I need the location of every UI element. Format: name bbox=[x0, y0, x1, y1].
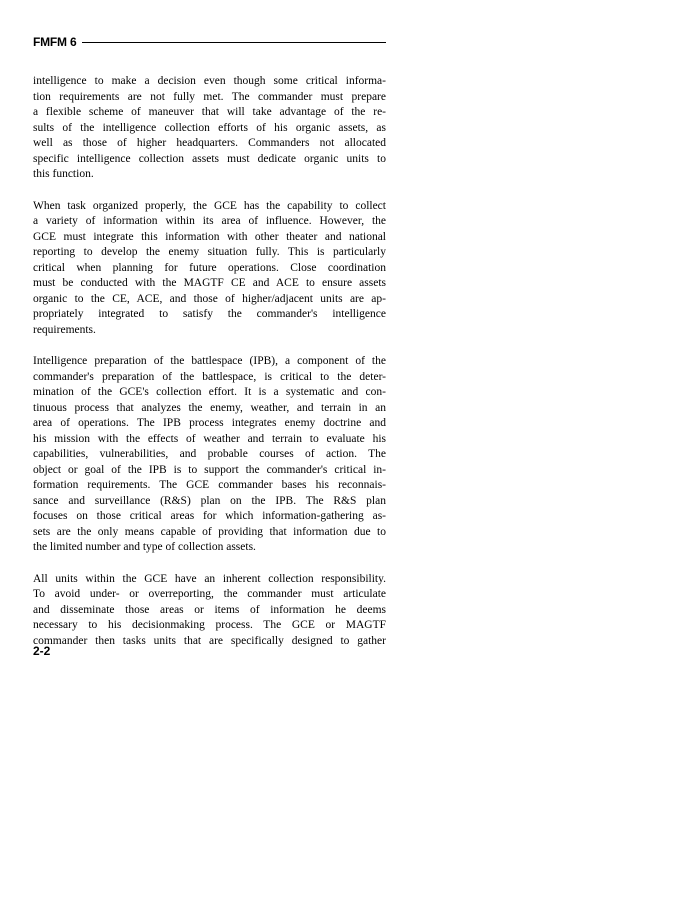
text-line: When task organized properly, the GCE has the capability to collect bbox=[33, 199, 386, 212]
text-line: commander then tasks units that are specifically designed to gather bbox=[33, 634, 386, 647]
paragraph-4 bbox=[33, 572, 386, 650]
text-line: intelligence to make a decision even though some critical informa- bbox=[33, 75, 386, 87]
text-line: a variety of information within its area of influence. However, the bbox=[33, 215, 386, 227]
text-line: commander's preparation of the battlespace, is critical to the deter- bbox=[33, 370, 386, 383]
text-line: tinuous process that analyzes the enemy, weather, and terrain in an bbox=[33, 401, 386, 414]
text-line: and disseminate those areas or items of information he deems bbox=[33, 603, 386, 616]
text-line: the limited number and type of collection assets. bbox=[33, 541, 256, 553]
text-line: reporting to develop the enemy situation fully. This is particularly bbox=[33, 246, 386, 258]
header-title: FMFM 6 bbox=[33, 35, 77, 49]
text-line: sance and surveillance (R&S) plan on the IPB. The R&S plan bbox=[33, 494, 386, 507]
text-line: capabilities, vulnerabilities, and probable courses of action. The bbox=[33, 448, 386, 460]
running-header bbox=[33, 34, 386, 50]
text-line: well as those of higher headquarters. Commanders not allocated bbox=[33, 137, 386, 149]
body-text bbox=[33, 74, 386, 665]
paragraph-2 bbox=[33, 199, 386, 339]
header-rule bbox=[82, 42, 386, 43]
text-line: formation requirements. The GCE commander bases his reconnais- bbox=[33, 479, 386, 491]
text-line: his mission with the effects of weather and terrain to evaluate his bbox=[33, 432, 386, 445]
text-line: sults of the intelligence collection efforts of his organic assets, as bbox=[33, 121, 386, 134]
paragraph-3 bbox=[33, 354, 386, 556]
text-line: organic to the CE, ACE, and those of higher/adjacent units are ap- bbox=[33, 292, 386, 305]
text-line: focuses on those critical areas for which information-gathering as- bbox=[33, 510, 386, 522]
text-line: mination of the GCE's collection effort. It is a systematic and con- bbox=[33, 386, 386, 398]
text-line: necessary to his decisionmaking process. The GCE or MAGTF bbox=[33, 619, 386, 631]
text-line: All units within the GCE have an inherent collection responsibility. bbox=[33, 572, 386, 585]
text-line: GCE must integrate this information with other theater and national bbox=[33, 230, 386, 243]
page-number: 2-2 bbox=[33, 644, 51, 658]
text-line: a flexible scheme of maneuver that will take advantage of the re- bbox=[33, 106, 386, 118]
paragraph-1 bbox=[33, 74, 386, 183]
text-line: area of operations. The IPB process integrates enemy doctrine and bbox=[33, 417, 386, 429]
text-line: specific intelligence collection assets must dedicate organic units to bbox=[33, 152, 386, 165]
text-line: this function. bbox=[33, 168, 94, 180]
text-line: propriately integrated to satisfy the commander's intelligence bbox=[33, 308, 386, 320]
text-line: To avoid under- or overreporting, the commander must articulate bbox=[33, 588, 386, 600]
text-line: sets are the only means capable of providing that information due to bbox=[33, 525, 386, 538]
text-line: requirements. bbox=[33, 323, 96, 336]
text-line: must be conducted with the MAGTF CE and ACE to ensure assets bbox=[33, 277, 386, 289]
text-line: tion requirements are not fully met. The commander must prepare bbox=[33, 90, 386, 103]
text-line: critical when planning for future operations. Close coordination bbox=[33, 261, 386, 274]
text-line: object or goal of the IPB is to support the commander's critical in- bbox=[33, 463, 386, 476]
text-line: Intelligence preparation of the battlespace (IPB), a component of the bbox=[33, 355, 386, 367]
